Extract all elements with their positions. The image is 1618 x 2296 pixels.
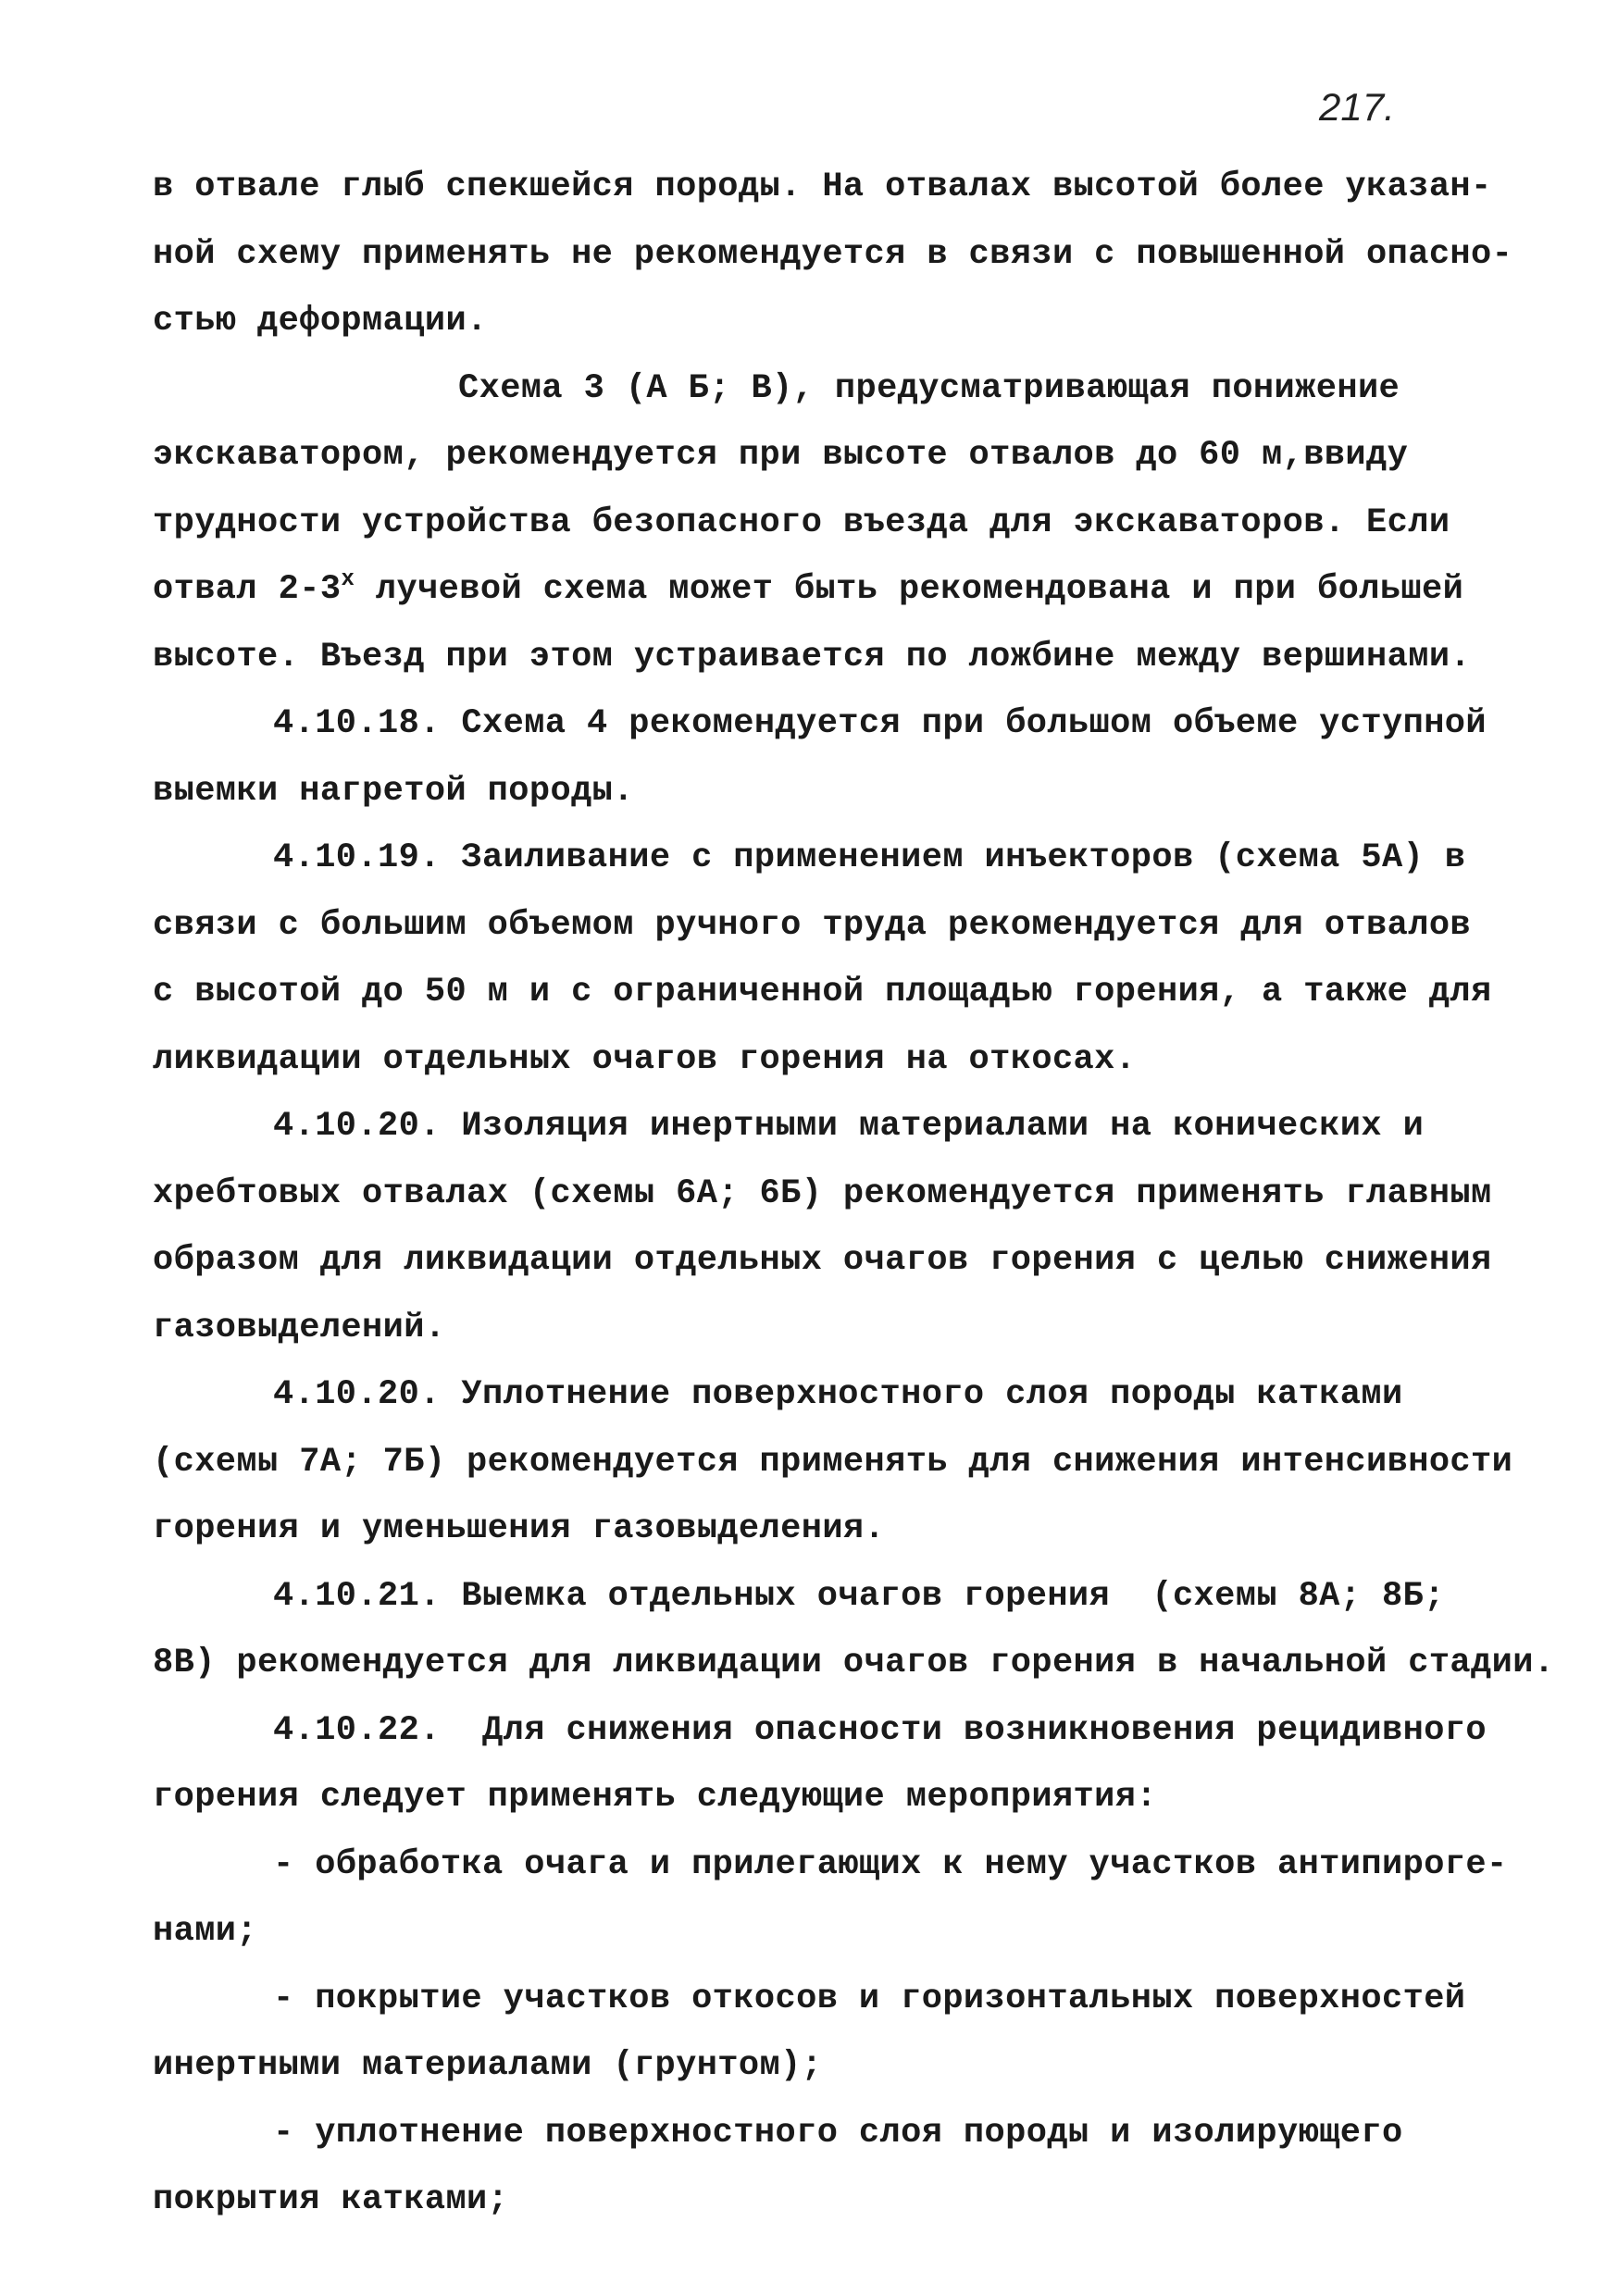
text-line-content: газовыделений.	[153, 1308, 446, 1347]
text-line	[153, 1429, 1513, 1496]
text-line	[153, 1496, 1467, 1563]
text-line	[153, 825, 1467, 892]
text-line-content: 4.10.19. Заиливание с применением инъекторов (схема 5А) в	[273, 838, 1466, 877]
text-line	[153, 1361, 1467, 1429]
text-line	[153, 690, 1487, 758]
text-line	[153, 1898, 1467, 1966]
text-line-content: в отвале глыб спекшейся породы. На отвалах высотой более указан-	[153, 168, 1492, 206]
text-line	[153, 355, 1467, 423]
text-line-continuation: лучевой схема может быть рекомендована и при большей	[355, 570, 1464, 609]
text-line-content: 4.10.21. Выемка отдельных очагов горения (схемы 8А; 8Б;	[273, 1576, 1445, 1616]
text-line-content: экскаватором, рекомендуется при высоте отвалов до 60 м,ввиду	[153, 436, 1409, 475]
text-line-content: отвал 2-3	[153, 570, 342, 609]
text-line	[153, 2100, 1467, 2167]
text-line-content: 4.10.20. Уплотнение поверхностного слоя породы катками	[273, 1375, 1403, 1414]
text-line-content: стью деформации.	[153, 302, 488, 341]
superscript: х	[341, 567, 355, 592]
text-line-content: 8В) рекомендуется для ликвидации очагов горения в начальной стадии.	[153, 1644, 1555, 1682]
text-line-content: высоте. Въезд при этом устраивается по ложбине между вершинами.	[153, 637, 1472, 676]
text-line	[153, 1227, 1492, 1295]
text-line	[153, 1160, 1492, 1228]
text-line	[153, 892, 1472, 960]
text-line-content: - уплотнение поверхностного слоя породы и изолирующего	[273, 2113, 1403, 2153]
text-line	[153, 1764, 1467, 1831]
text-line-content: покрытия катками;	[153, 2180, 509, 2219]
text-line-content: с высотой до 50 м и с ограниченной площадью горения, а также для	[153, 973, 1492, 1011]
text-line	[153, 221, 1513, 289]
text-line	[153, 1093, 1467, 1160]
text-line	[153, 624, 1472, 691]
text-line-content: трудности устройства безопасного въезда для экскаваторов. Если	[153, 503, 1450, 542]
text-line	[153, 556, 1467, 624]
text-line	[153, 1295, 1467, 1362]
text-line	[153, 154, 1492, 221]
text-line-content: связи с большим объемом ручного труда рекомендуется для отвалов	[153, 905, 1472, 945]
text-line	[153, 1697, 1487, 1765]
text-line-content: нами;	[153, 1912, 258, 1951]
text-line	[153, 1630, 1555, 1697]
text-line	[153, 1026, 1467, 1094]
text-line-content: ной схему применять не рекомендуется в связи с повышенной опасно-	[153, 234, 1513, 274]
text-line-content: 4.10.20. Изоляция инертными материалами на конических и	[273, 1107, 1425, 1146]
text-line-content: (схемы 7А; 7Б) рекомендуется применять для снижения интенсивности	[153, 1442, 1513, 1482]
text-line-content: - покрытие участков откосов и горизонтальных поверхностей	[273, 1979, 1466, 2018]
text-line-content: - обработка очага и прилегающих к нему участков антипироге-	[273, 1844, 1508, 1884]
text-line-content: 4.10.18. Схема 4 рекомендуется при большом объеме уступной	[273, 704, 1487, 743]
text-line	[153, 1966, 1467, 2033]
text-line-content: выемки нагретой породы.	[153, 771, 634, 811]
page-number: 217.	[1319, 85, 1395, 129]
text-line-content: горения следует применять следующие мероприятия:	[153, 1778, 1157, 1817]
text-line	[153, 1831, 1508, 1899]
text-line	[153, 490, 1467, 557]
document-body	[153, 154, 1555, 2234]
text-line	[153, 959, 1492, 1026]
text-line	[153, 2032, 1467, 2100]
text-line-content: хребтовых отвалах (схемы 6А; 6Б) рекомендуется применять главным	[153, 1173, 1492, 1213]
text-line-content: инертными материалами (грунтом);	[153, 2046, 823, 2085]
text-line-content: 4.10.22. Для снижения опасности возникновения рецидивного	[273, 1710, 1487, 1750]
text-line-content: горения и уменьшения газовыделения.	[153, 1509, 886, 1548]
text-line	[153, 2166, 1467, 2234]
text-line	[153, 758, 1467, 825]
text-line-content: ликвидации отдельных очагов горения на откосах.	[153, 1039, 1137, 1079]
text-line	[153, 1563, 1467, 1631]
text-line-content: Схема 3 (А Б; В), предусматривающая понижение	[458, 368, 1400, 408]
text-line-content: образом для ликвидации отдельных очагов горения с целью снижения	[153, 1241, 1492, 1280]
text-line	[153, 422, 1467, 490]
text-line	[153, 288, 1467, 355]
